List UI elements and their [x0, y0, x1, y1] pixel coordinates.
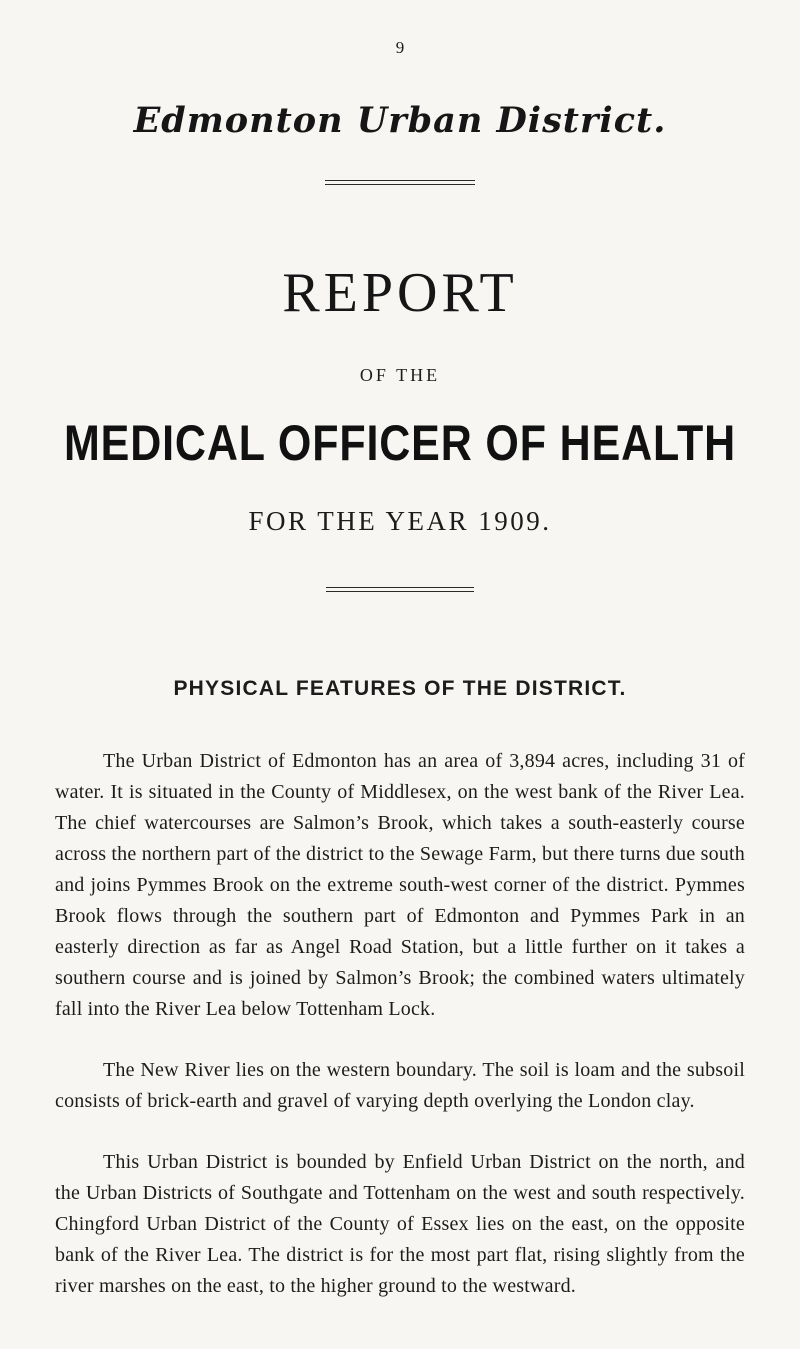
page-number: 9 — [395, 38, 405, 57]
medical-officer-heading: MEDICAL OFFICER OF HEALTH — [63, 415, 737, 471]
district-title: Edmonton Urban District. — [133, 100, 667, 141]
section-heading: PHYSICAL FEATURES OF THE DISTRICT. — [173, 677, 627, 700]
paragraph-boundaries: This Urban District is bounded by Enfield Urban District on the north, and the Urban Districts of Southgate and Tottenham on the west and south respectively. Chingford Urban District of the County of Essex lies on the east, on the opposite bank of the River Lea. The district is for the most part flat, rising slightly from the river marshes on the east, to the higher ground to the westward. — [55, 1151, 745, 1297]
year-heading: FOR THE YEAR 1909. — [248, 506, 552, 536]
double-rule-bottom — [326, 587, 474, 593]
report-heading: REPORT — [282, 262, 518, 324]
of-the-subheading: OF THE — [359, 365, 441, 385]
paragraph-soil: The New River lies on the western boundary. The soil is loam and the subsoil consists of brick-earth and gravel of varying depth overlying the London clay. — [55, 1059, 745, 1112]
double-rule-top — [325, 180, 475, 186]
paragraph-watercourses: The Urban District of Edmonton has an area of 3,894 acres, including 31 of water. It is situated in the County of Middlesex, on the west bank of the River Lea. The chief watercourses are Salmon’s Brook, which takes a south-easterly course across the northern part of the district to the Sewage Farm, but there turns due south and joins Pymmes Brook on the extreme south-west corner of the district. Pymmes Brook flows through the southern part of Edmonton and Pymmes Park in an easterly direction as far as Angel Road Station, but a little further on it takes a southern course and is joined by Salmon’s Brook; the combined waters ultimately fall into the River Lea below Tottenham Lock. — [55, 750, 745, 1020]
